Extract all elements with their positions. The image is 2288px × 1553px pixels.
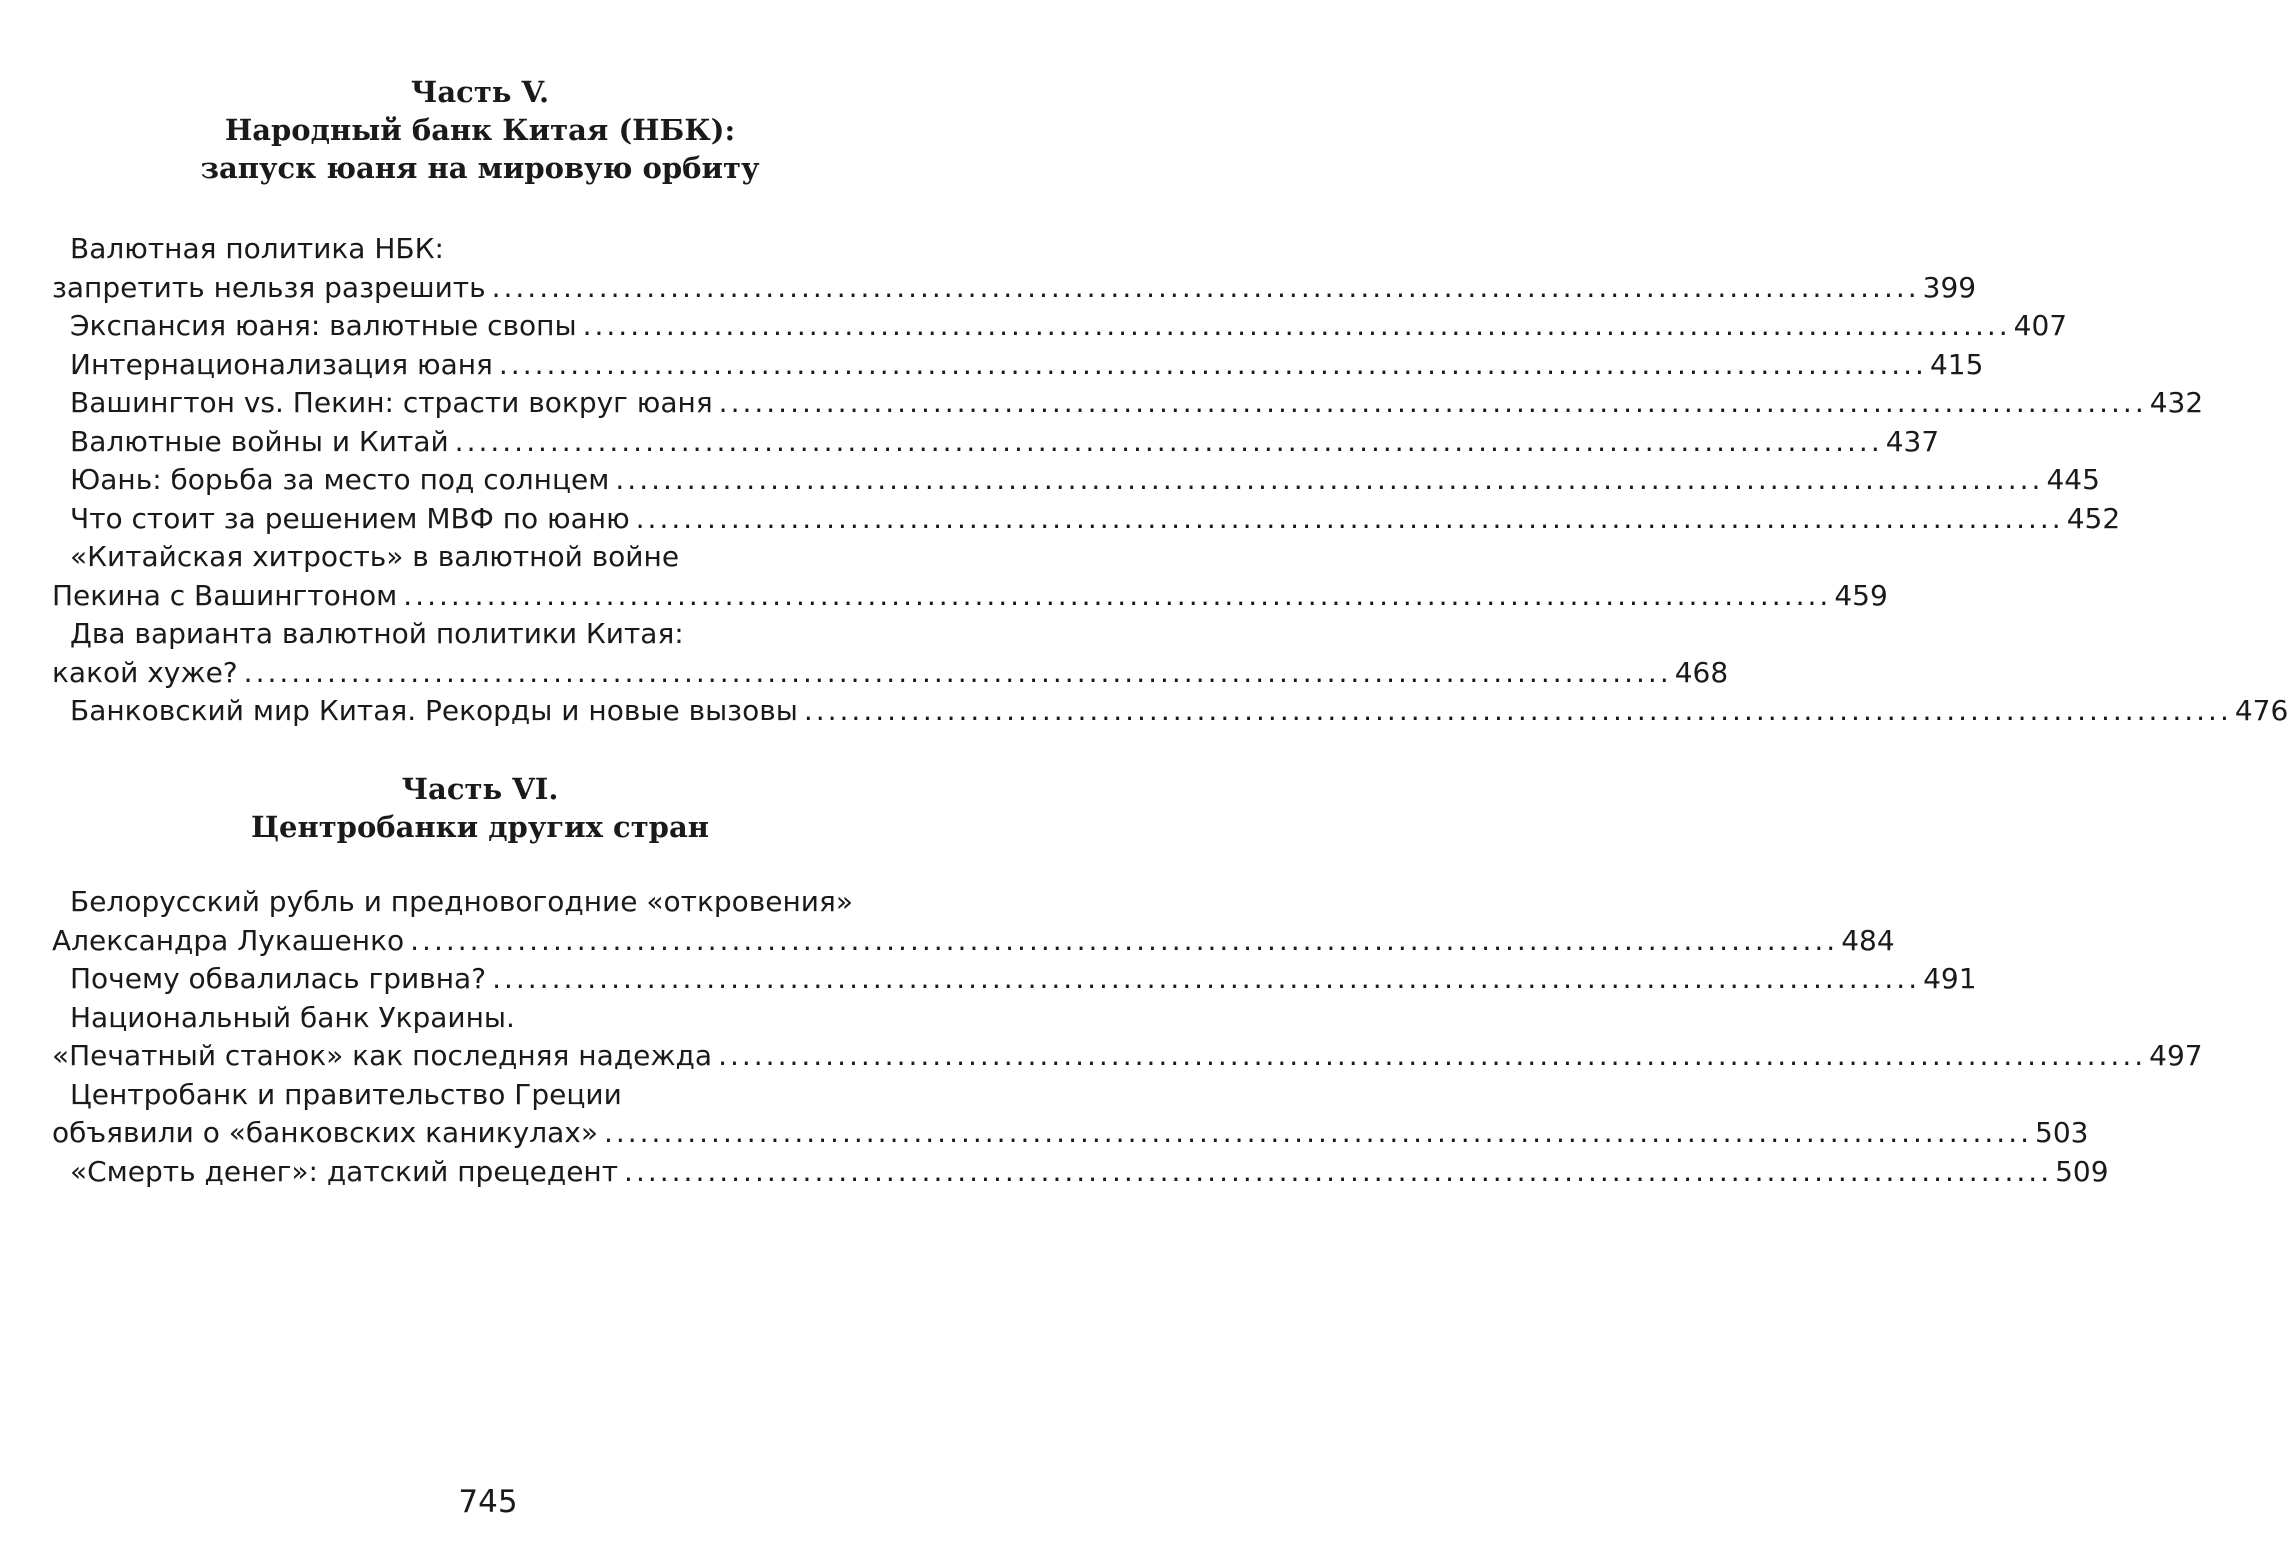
toc-entry-title: Экспансия юаня: валютные свопы [70, 309, 577, 342]
toc-entry-page: 432 [2149, 386, 2204, 419]
part-5-heading [0, 73, 960, 187]
part-5-heading-line: Народный банк Китая (НБК): [224, 113, 736, 147]
toc-entry-page: 452 [2066, 501, 2121, 535]
toc-entry-line [0, 1076, 1000, 1115]
toc-entry-line [0, 307, 2068, 346]
toc-entry-title: Два варианта валютной политики Китая: [70, 617, 684, 650]
part-6-heading [0, 770, 960, 846]
toc-entry-line [0, 883, 1000, 922]
toc-entry [0, 883, 1895, 960]
dot-leader: ........................................................................................................................ [718, 386, 2147, 419]
toc-entry-line [0, 999, 1000, 1038]
toc-entry-title: Интернационализация юаня [70, 347, 493, 381]
page-number: 745 [458, 1484, 518, 1520]
toc-entry-line [0, 922, 1895, 961]
toc-entry-title: «Печатный станок» как последняя надежда [52, 1039, 713, 1072]
toc-entry-line [0, 692, 2288, 731]
toc-entry-page: 415 [1929, 347, 1984, 381]
toc-entry-title: какой хуже? [52, 655, 238, 689]
toc-entry-title: Белорусский рубль и предновогодние «откровения» [70, 885, 853, 918]
toc-entry-line [0, 461, 2100, 500]
toc-entry-page: 437 [1885, 424, 1940, 458]
toc-entry-page: 407 [2013, 309, 2068, 342]
toc-entry [0, 423, 1940, 462]
part-5-heading-line: запуск юаня на мировую орбиту [200, 151, 760, 185]
toc-entry [0, 1153, 2109, 1192]
dot-leader: ........................................................................................................................ [403, 578, 1832, 612]
part-6-heading-line: Центробанки других стран [251, 810, 709, 844]
toc-entry-page: 484 [1841, 923, 1895, 957]
toc-entry [0, 538, 1888, 615]
toc-entry-title: Александра Лукашенко [52, 923, 405, 957]
toc-entry-page: 459 [1834, 578, 1888, 612]
toc-entry-title: Валютные войны и Китай [70, 424, 449, 458]
toc-entry-line [0, 960, 1977, 999]
toc-entry-title: запретить нельзя разрешить [52, 270, 486, 304]
toc-entry-title: Вашингтон vs. Пекин: страсти вокруг юаня [70, 386, 713, 419]
dot-leader: ........................................................................................................................ [603, 1116, 2032, 1149]
toc-entry-title: «Смерть денег»: датский прецедент [70, 1154, 619, 1188]
dot-leader: ........................................................................................................................ [410, 923, 1839, 957]
toc-entry [0, 461, 2100, 500]
toc-entry [0, 960, 1977, 999]
part-5-contents [0, 230, 2288, 731]
dot-leader: ........................................................................................................................ [803, 694, 2232, 727]
toc-entry-line [0, 538, 1000, 577]
toc-entry-title: Почему обвалилась гривна? [70, 962, 487, 995]
toc-entry-title: Что стоит за решением МВФ по юаню [70, 501, 630, 535]
dot-leader: ........................................................................................................................ [492, 962, 1921, 995]
toc-entry [0, 615, 1729, 692]
dot-leader: ........................................................................................................................ [243, 655, 1672, 689]
toc-entry-line [0, 346, 1984, 385]
toc-entry-line [0, 1153, 2109, 1192]
toc-entry-page: 503 [2035, 1116, 2089, 1149]
toc-entry-title: объявили о «банковских каникулах» [52, 1116, 598, 1149]
toc-entry-line [0, 577, 1888, 616]
part-6-contents [0, 883, 2203, 1191]
toc-entry-page: 399 [1922, 270, 1977, 304]
toc-entry-page: 476 [2234, 694, 2288, 727]
toc-entry [0, 230, 1977, 307]
toc-entry-line [0, 1037, 2203, 1076]
toc-entry-page: 491 [1923, 962, 1977, 995]
toc-entry-title: Юань: борьба за место под солнцем [70, 463, 610, 496]
toc-entry [0, 384, 2204, 423]
toc-entry-line [0, 423, 1940, 462]
toc-entry-line [0, 500, 2121, 539]
toc-entry-line [0, 269, 1977, 308]
toc-entry [0, 346, 1984, 385]
toc-entry-page: 497 [2149, 1039, 2203, 1072]
toc-entry-line [0, 654, 1729, 693]
dot-leader: ........................................................................................................................ [624, 1154, 2053, 1188]
dot-leader: ........................................................................................................................ [498, 347, 1927, 381]
dot-leader: ........................................................................................................................ [454, 424, 1883, 458]
dot-leader: ........................................................................................................................ [582, 309, 2011, 342]
toc-entry-title: Пекина с Вашингтоном [52, 578, 398, 612]
dot-leader: ........................................................................................................................ [718, 1039, 2147, 1072]
toc-entry [0, 307, 2068, 346]
toc-entry-title: Банковский мир Китая. Рекорды и новые вызовы [70, 694, 798, 727]
toc-entry-page: 445 [2046, 463, 2100, 496]
dot-leader: ........................................................................................................................ [635, 501, 2064, 535]
toc-entry-line [0, 384, 2204, 423]
toc-entry-line [0, 230, 1000, 269]
dot-leader: ........................................................................................................................ [615, 463, 2044, 496]
dot-leader: ........................................................................................................................ [491, 270, 1920, 304]
toc-entry-title: Национальный банк Украины. [70, 1000, 515, 1034]
part-6-heading-line: Часть VI. [401, 772, 559, 806]
toc-entry [0, 500, 2121, 539]
toc-entry [0, 692, 2288, 731]
part-5-heading-line: Часть V. [410, 75, 550, 109]
toc-entry-page: 468 [1674, 655, 1729, 689]
toc-entry-page: 509 [2055, 1154, 2109, 1188]
toc-entry-line [0, 615, 1000, 654]
toc-entry-line [0, 1114, 2089, 1153]
toc-entry [0, 1076, 2089, 1153]
toc-entry [0, 999, 2203, 1076]
toc-entry-title: Центробанк и правительство Греции [70, 1077, 622, 1111]
toc-entry-title: Валютная политика НБК: [70, 232, 444, 265]
toc-entry-title: «Китайская хитрость» в валютной войне [70, 540, 680, 573]
